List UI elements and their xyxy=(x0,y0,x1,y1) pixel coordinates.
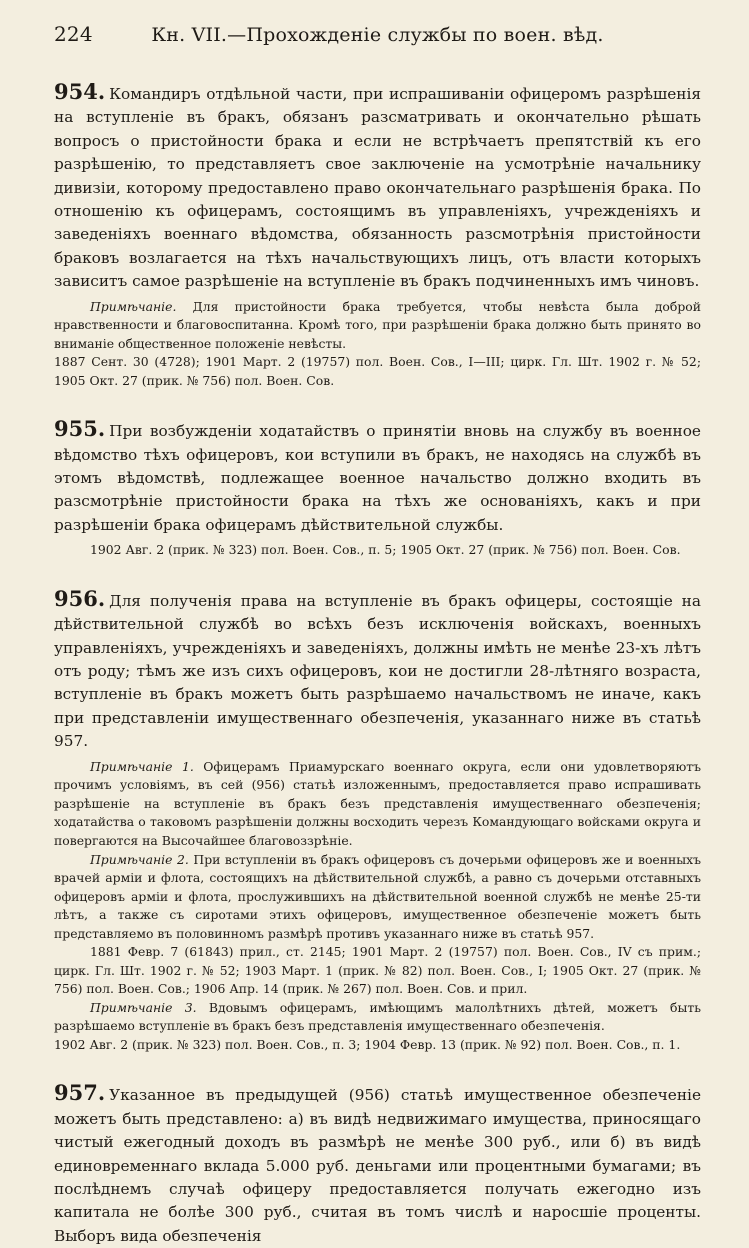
article-957 xyxy=(54,1081,701,1248)
article-number: 954. xyxy=(54,79,106,104)
article-955 xyxy=(54,417,701,537)
note-text: Для пристойности брака требуется, чтобы невѣста была доброй нравственности и благовоспитанна. Кромѣ того, при разрѣшеніи брака должно быть принято во вниманіе общественное положеніе невѣсты. xyxy=(54,298,701,351)
article-text: Для полученія права на вступленіе въ бракъ офицеры, состоящіе на дѣйствительной службѣ во всѣхъ безъ исключенія войскахъ, военныхъ управленіяхъ, учрежденіяхъ и заведеніяхъ, должны имѣть не менѣе 23-хъ лѣтъ отъ роду; тѣмъ же изъ сихъ офицеровъ, кои не достигли 28-лѣтняго возраста, вступленіе въ бракъ можетъ быть разрѣшаемо начальствомъ не иначе, какъ при представленіи имущественнаго обезпеченія, указаннаго ниже въ статьѣ 957. xyxy=(54,591,701,751)
article-number: 955. xyxy=(54,416,106,442)
note-text: При вступленіи въ бракъ офицеровъ съ дочерьми офицеровъ же и военныхъ врачей арміи и флота, состоящихъ на дѣйствительной службѣ, а равно съ дочерьми отставныхъ офицеровъ арміи и флота, прослужившихъ на дѣйствительной военной службѣ не менѣе 25-ти лѣтъ, а также съ сиротами этихъ офицеровъ, имущественное обезпеченіе можетъ быть представляемо въ половинномъ размѣрѣ противъ указаннаго ниже въ статьѣ 957. xyxy=(54,851,701,941)
article-956 xyxy=(54,587,701,754)
article-number: 957. xyxy=(54,1080,106,1106)
note-954 xyxy=(54,298,701,354)
note-956-2 xyxy=(54,851,701,944)
article-text: Командиръ отдѣльной части, при испрашиваніи офицеромъ разрѣшенія на вступленіе въ бракъ, обязанъ разсматривать и окончательно рѣшать вопросъ о пристойности брака и если не встрѣчаетъ препятствій къ его разрѣшенію, то представляетъ свое заключеніе на усмотрѣніе начальнику дивизіи, которому предоставлено право окончательнаго разрѣшенія брака. По отношенію къ офицерамъ, состоящимъ въ управленіяхъ, учрежденіяхъ и заведеніяхъ военнаго вѣдомства, обязанность разсмотрѣнія пристойности браковъ возлагается на тѣхъ начальствующихъ лицъ, отъ власти которыхъ зависитъ самое разрѣшеніе на вступленіе въ бракъ подчиненныхъ имъ чиновъ. xyxy=(54,85,701,291)
citation-954: 1887 Сент. 30 (4728); 1901 Март. 2 (19757) пол. Воен. Сов., I—III; цирк. Гл. Шт. 1902 г. № 52; 1905 Окт. 27 (прик. № 756) пол. Воен. Сов. xyxy=(54,354,701,388)
header-title: Кн. VII.—Прохожденіе службы по воен. вѣд. xyxy=(151,24,604,46)
citation-956-a: 1881 Февр. 7 (61843) прил., ст. 2145; 1901 Март. 2 (19757) пол. Воен. Сов., IV съ прим.; цирк. Гл. Шт. 1902 г. № 52; 1903 Март. 1 (прик. № 82) пол. Воен. Сов., I; 1905 Окт. 27 (прик. № 756) пол. Воен. Сов.; 1906 Апр. 14 (прик. № 267) пол. Воен. Сов. и прил. xyxy=(54,944,701,997)
article-954 xyxy=(54,80,701,294)
note-text: Офицерамъ Приамурскаго военнаго округа, если они удовлетворяютъ прочимъ условіямъ, въ сей (956) статьѣ изложеннымъ, предоставляется право испрашивать разрѣшеніе на вступленіе въ бракъ безъ представленія имущественнаго обезпеченія; ходатайства о таковомъ разрѣшеніи должны восходить черезъ Командующаго войсками округа и повергаются на Высочайшее благовоззрѣніе. xyxy=(54,758,701,848)
note-label: Примѣчаніе 1. xyxy=(90,758,194,774)
article-text: Указанное въ предыдущей (956) статьѣ имущественное обезпеченіе можетъ быть представлено: а) въ видѣ недвижимаго имущества, приносящаго чистый ежегодный доходъ въ размѣрѣ не менѣе 300 руб., или б) въ видѣ единовременнаго вклада 5.000 руб. деньгами или процентными бумагами; въ послѣднемъ случаѣ офицеру предоставляется получать ежегодно изъ капитала не болѣе 300 руб., считая въ томъ числѣ и наросшіе проценты. Выборъ вида обезпеченія xyxy=(54,1086,701,1245)
article-number: 956. xyxy=(54,585,106,611)
note-label: Примѣчаніе 3. xyxy=(90,999,197,1015)
note-956-3 xyxy=(54,999,701,1036)
page-number: 224 xyxy=(54,22,93,46)
note-label: Примѣчаніе. xyxy=(90,298,177,314)
note-956-1 xyxy=(54,758,701,851)
note-text: Вдовымъ офицерамъ, имѣющимъ малолѣтнихъ дѣтей, можетъ быть разрѣшаемо вступленіе въ бракъ безъ представленія имущественнаго обезпеченія. xyxy=(54,999,701,1034)
citation-956-b: 1902 Авг. 2 (прик. № 323) пол. Воен. Сов., п. 3; 1904 Февр. 13 (прик. № 92) пол. Воен. Сов., п. 1. xyxy=(54,1036,681,1052)
note-label: Примѣчаніе 2. xyxy=(90,851,189,867)
running-header xyxy=(54,22,701,46)
article-text: При возбужденіи ходатайствъ о принятіи вновь на службу въ военное вѣдомство тѣхъ офицеровъ, кои вступили въ бракъ, не находясь на службѣ въ этомъ вѣдомствѣ, подлежащее военное начальство должно входить въ разсмотрѣніе пристойности брака на тѣхъ же основаніяхъ, какъ и при разрѣшеніи брака офицерамъ дѣйствительной службы. xyxy=(54,422,701,534)
citation-955: 1902 Авг. 2 (прик. № 323) пол. Воен. Сов., п. 5; 1905 Окт. 27 (прик. № 756) пол. Воен. Сов. xyxy=(90,542,681,558)
